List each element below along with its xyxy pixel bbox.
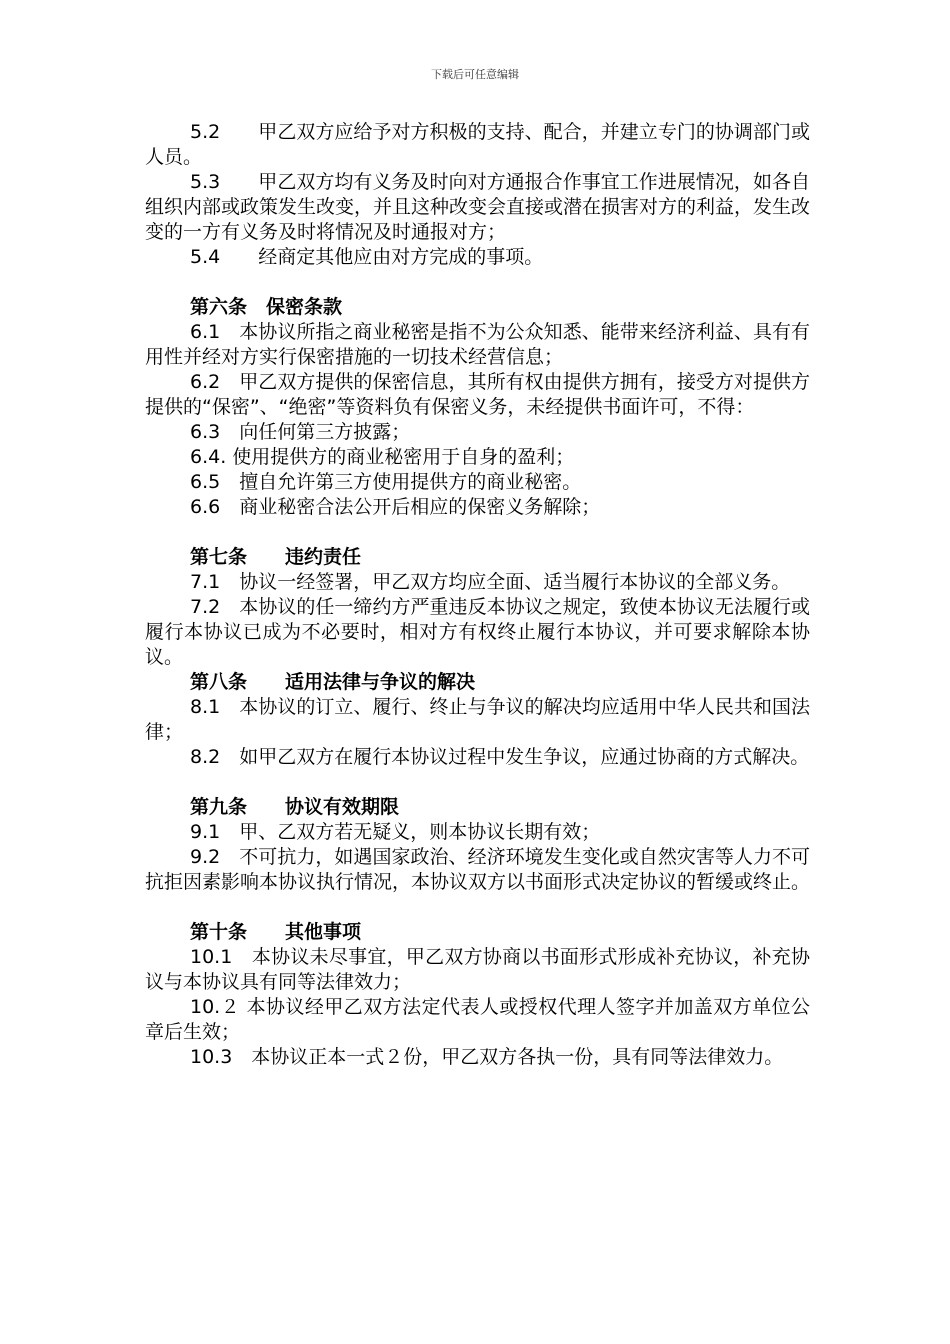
clause-6-2: 6.2 甲乙双方提供的保密信息，其所有权由提供方拥有，接受方对提供方提供的“保密”、“绝密”等资料负有保密义务，未经提供书面许可，不得： <box>145 371 810 418</box>
clause-9-1: 9.1 甲、乙双方若无疑义，则本协议长期有效； <box>190 821 601 843</box>
section-7-title: 第七条 违约责任 <box>190 546 362 568</box>
clause-8-2: 8.2 如甲乙双方在履行本协议过程中发生争议，应通过协商的方式解决。 <box>190 746 810 768</box>
document-body <box>145 120 810 1070</box>
clause-5-4: 5.4 经商定其他应由对方完成的事项。 <box>190 246 544 268</box>
clause-6-5: 6.5 擅自允许第三方使用提供方的商业秘密。 <box>190 471 582 493</box>
section-gap <box>145 770 810 795</box>
clause-10-2: 10.２ 本协议经甲乙双方法定代表人或授权代理人签字并加盖双方单位公章后生效； <box>145 996 810 1043</box>
clause-7-2: 7.2 本协议的任一缔约方严重违反本协议之规定，致使本协议无法履行或履行本协议已成为不必要时，相对方有权终止履行本协议，并可要求解除本协议。 <box>145 596 810 668</box>
clause-6-4: 6.4. 使用提供方的商业秘密用于自身的盈利； <box>190 446 575 468</box>
clause-6-3: 6.3 向任何第三方披露； <box>190 421 411 443</box>
section-9-title: 第九条 协议有效期限 <box>190 796 400 818</box>
section-gap <box>145 895 810 920</box>
clause-6-1: 6.1 本协议所指之商业秘密是指不为公众知悉、能带来经济利益、具有有用性并经对方实行保密措施的一切技术经营信息； <box>145 321 810 368</box>
section-10-title: 第十条 其他事项 <box>190 921 362 943</box>
clause-9-2: 9.2 不可抗力，如遇国家政治、经济环境发生变化或自然灾害等人力不可抗拒因素影响本协议执行情况，本协议双方以书面形式决定协议的暂缓或终止。 <box>145 846 811 893</box>
clause-10-3: 10.3 本协议正本一式２份，甲乙双方各执一份，具有同等法律效力。 <box>190 1046 784 1068</box>
clause-8-1: 8.1 本协议的订立、履行、终止与争议的解决均应适用中华人民共和国法律； <box>145 696 810 743</box>
clause-5-2: 5.2 甲乙双方应给予对方积极的支持、配合，并建立专门的协调部门或人员。 <box>145 121 810 168</box>
page-header: 下载后可任意编辑 <box>431 68 519 81</box>
section-gap <box>145 270 810 295</box>
section-gap <box>145 520 810 545</box>
section-6-title: 第六条 保密条款 <box>190 296 343 318</box>
section-8-title: 第八条 适用法律与争议的解决 <box>190 671 476 693</box>
clause-6-6: 6.6 商业秘密合法公开后相应的保密义务解除； <box>190 496 601 518</box>
clause-5-3: 5.3 甲乙双方均有义务及时向对方通报合作事宜工作进展情况，如各自组织内部或政策发生改变，并且这种改变会直接或潜在损害对方的利益，发生改变的一方有义务及时将情况及时通报对方； <box>145 171 811 243</box>
clause-7-1: 7.1 协议一经签署，甲乙双方均应全面、适当履行本协议的全部义务。 <box>190 571 791 593</box>
clause-10-1: 10.1 本协议未尽事宜，甲乙双方协商以书面形式形成补充协议，补充协议与本协议具有同等法律效力； <box>145 946 810 993</box>
